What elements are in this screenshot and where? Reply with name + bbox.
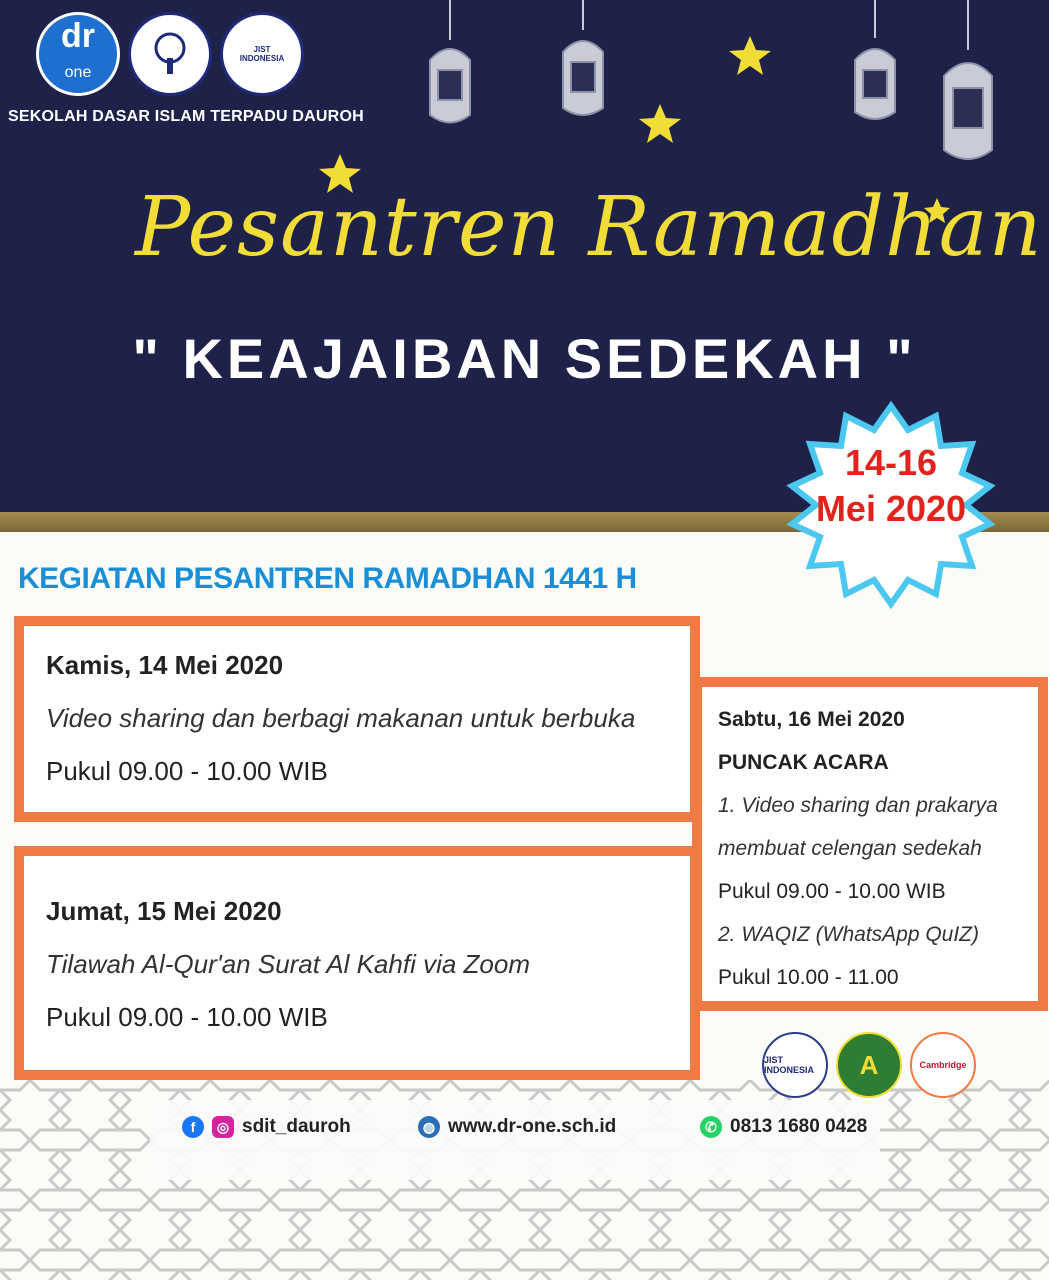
page-subtitle: " KEAJAIBAN SEDEKAH ": [132, 327, 917, 390]
accreditation-badges: [762, 1032, 976, 1098]
date-range: 14-16: [844, 442, 938, 483]
lantern-icon: [944, 0, 992, 159]
finale-item-1a: 1. Video sharing dan prakarya: [718, 794, 998, 817]
finale-item-2: 2. WAQIZ (WhatsApp QuIZ): [718, 923, 980, 946]
whatsapp-icon: ✆: [700, 1116, 722, 1138]
globe-icon: ◍: [418, 1116, 440, 1138]
instagram-icon: ◎: [212, 1116, 234, 1138]
schedule-card-thursday: [14, 616, 700, 822]
cambridge-badge: Cambridge: [910, 1032, 976, 1098]
facebook-icon: f: [182, 1116, 204, 1138]
jist-logo-text: JIST INDONESIA: [239, 45, 285, 63]
phone-number: 0813 1680 0428: [730, 1116, 868, 1137]
finale-item-1b: membuat celengan sedekah: [718, 837, 982, 860]
phone-contact[interactable]: [700, 1116, 867, 1138]
schedule-card-saturday: [692, 677, 1048, 1011]
social-handle: sdit_dauroh: [242, 1116, 351, 1137]
logo-text: dr: [61, 16, 95, 55]
website-contact[interactable]: [418, 1116, 616, 1138]
dr-one-logo: [36, 12, 120, 96]
tree-icon: [140, 24, 200, 84]
jist-logo: [220, 12, 304, 96]
date-month: Mei 2020: [815, 488, 967, 529]
accreditation-a-badge: A: [836, 1032, 902, 1098]
schedule-card-friday: [14, 846, 700, 1080]
schedule-activity: Tilawah Al-Qur'an Surat Al Kahfi via Zoom: [46, 949, 530, 979]
finale-time-1: Pukul 09.00 - 10.00 WIB: [718, 880, 946, 903]
schedule-activity: Video sharing dan berbagi makanan untuk berbuka: [46, 703, 636, 733]
logo-group: [36, 12, 304, 96]
social-contact[interactable]: [182, 1116, 351, 1138]
lantern-icon: [430, 0, 470, 123]
jist-badge: JIST INDONESIA: [762, 1032, 828, 1098]
lantern-icon: [563, 0, 603, 115]
finale-time-2: Pukul 10.00 - 11.00: [718, 966, 899, 989]
schedule-time: Pukul 09.00 - 10.00 WIB: [46, 1002, 328, 1032]
lantern-icon: [855, 0, 895, 119]
school-name: SEKOLAH DASAR ISLAM TERPADU DAUROH: [8, 108, 364, 125]
schedule-time: Pukul 09.00 - 10.00 WIB: [46, 756, 328, 786]
logo-subtext: one: [64, 63, 92, 81]
islamic-pattern-background: [0, 1080, 1049, 1280]
section-heading: KEGIATAN PESANTREN RAMADHAN 1441 H: [18, 562, 637, 595]
page-title: Pesantren Ramadhan: [135, 180, 1043, 275]
school-emblem-logo: [128, 12, 212, 96]
schedule-day: Jumat, 15 Mei 2020: [46, 896, 282, 926]
schedule-day: Kamis, 14 Mei 2020: [46, 650, 284, 680]
schedule-day: Sabtu, 16 Mei 2020: [718, 708, 905, 731]
website-url: www.dr-one.sch.id: [448, 1116, 617, 1137]
finale-title: PUNCAK ACARA: [718, 751, 889, 774]
date-badge-text: [786, 440, 996, 532]
